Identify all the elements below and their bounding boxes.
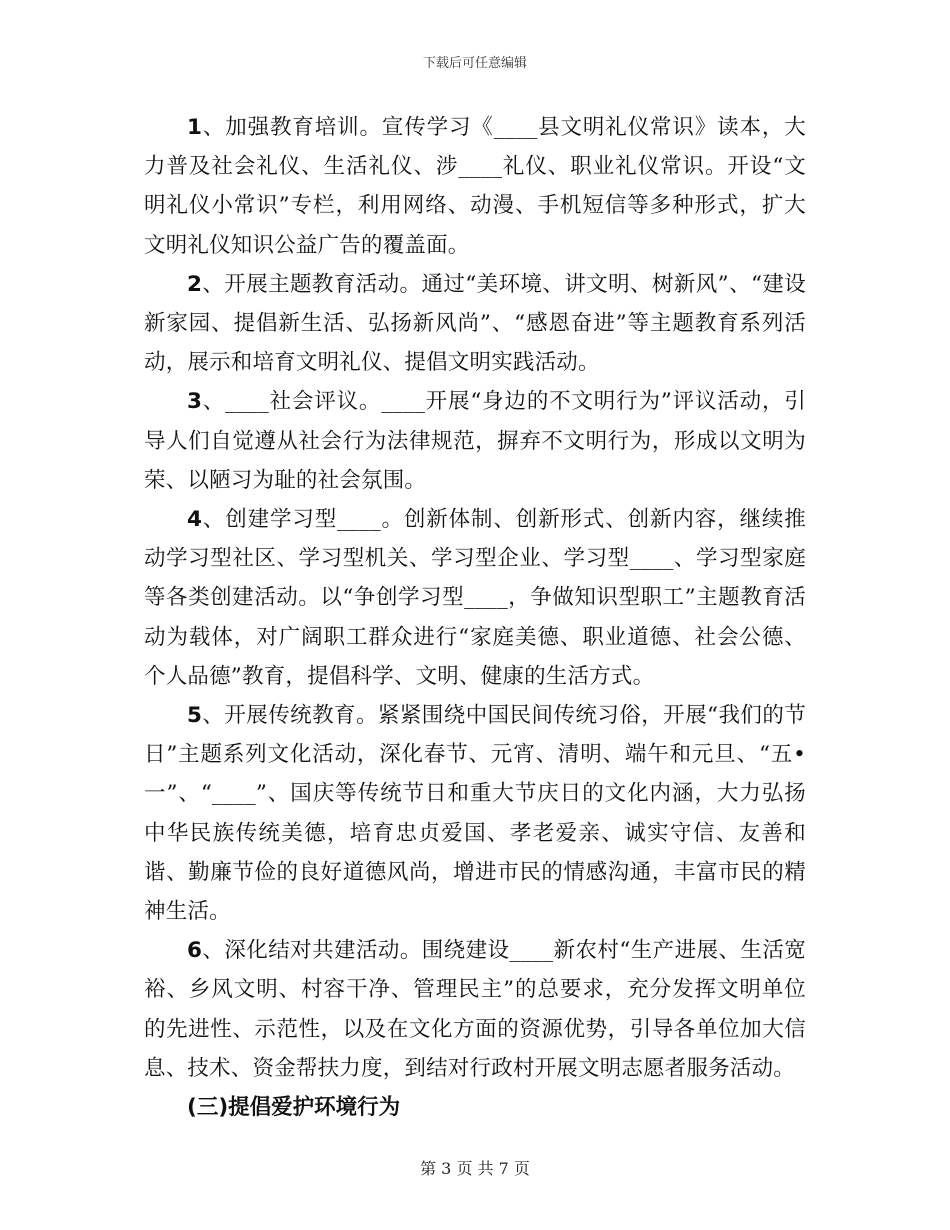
- document-body: [144, 108, 806, 1127]
- paragraph-text: 、开展传统教育。紧紧围绕中国民间传统习俗，开展“我们的节日”主题系列文化活动，深化春节、元宵、清明、端午和元旦、“五•一”、“____”、国庆等传统节日和重大节庆日的文化内涵，大力弘扬中华民族传统美德，培育忠贞爱国、孝老爱亲、诚实守信、友善和谐、勤廉节俭的良好道德风尚，增进市民的情感沟通，丰富市民的精神生活。: [144, 703, 806, 925]
- paragraph-text: 、创建学习型____。创新体制、创新形式、创新内容，继续推动学习型社区、学习型机关、学习型企业、学习型____、学习型家庭等各类创建活动。以“争创学习型____，争做知识型职工”主题教育活动为载体，对广阔职工群众进行“家庭美德、职业道德、社会公德、个人品德”教育，提倡科学、文明、健康的生活方式。: [144, 507, 806, 689]
- paragraph-item-5: [144, 696, 806, 931]
- paragraph-number: 3: [187, 389, 203, 415]
- page-header: 下载后可任意编辑: [422, 56, 527, 71]
- paragraph-number: 2: [187, 271, 203, 297]
- paragraph-item-6: [144, 931, 806, 1088]
- paragraph-item-3: [144, 382, 806, 500]
- paragraph-item-2: [144, 265, 806, 383]
- page-number-footer: 第 3 页 共 7 页: [420, 1159, 530, 1178]
- paragraph-number: 4: [187, 507, 203, 533]
- paragraph-item-1: [144, 108, 806, 265]
- paragraph-text: 、深化结对共建活动。围绕建设____新农村“生产进展、生活宽裕、乡风文明、村容干净、管理民主”的总要求，充分发挥文明单位的先进性、示范性，以及在文化方面的资源优势，引导各单位加大信息、技术、资金帮扶力度，到结对行政村开展文明志愿者服务活动。: [144, 938, 806, 1081]
- section-heading: (三)提倡爱护环境行为: [187, 1095, 401, 1121]
- paragraph-text: 、____社会评议。____开展“身边的不文明行为”评议活动，引导人们自觉遵从社会行为法律规范，摒弃不文明行为，形成以文明为荣、以陋习为耻的社会氛围。: [144, 389, 806, 493]
- paragraph-number: 5: [187, 703, 203, 729]
- paragraph-text: 、加强教育培训。宣传学习《____县文明礼仪常识》读本，大力普及社会礼仪、生活礼仪、涉____礼仪、职业礼仪常识。开设“文明礼仪小常识”专栏，利用网络、动漫、手机短信等多种形式，扩大文明礼仪知识公益广告的覆盖面。: [144, 115, 806, 258]
- paragraph-item-4: [144, 500, 806, 696]
- paragraph-number: 1: [187, 115, 203, 140]
- paragraph-number: 6: [187, 938, 203, 964]
- paragraph-text: 、开展主题教育活动。通过“美环境、讲文明、树新风”、“建设新家园、提倡新生活、弘扬新风尚”、“感恩奋进”等主题教育系列活动，展示和培育文明礼仪、提倡文明实践活动。: [144, 271, 806, 376]
